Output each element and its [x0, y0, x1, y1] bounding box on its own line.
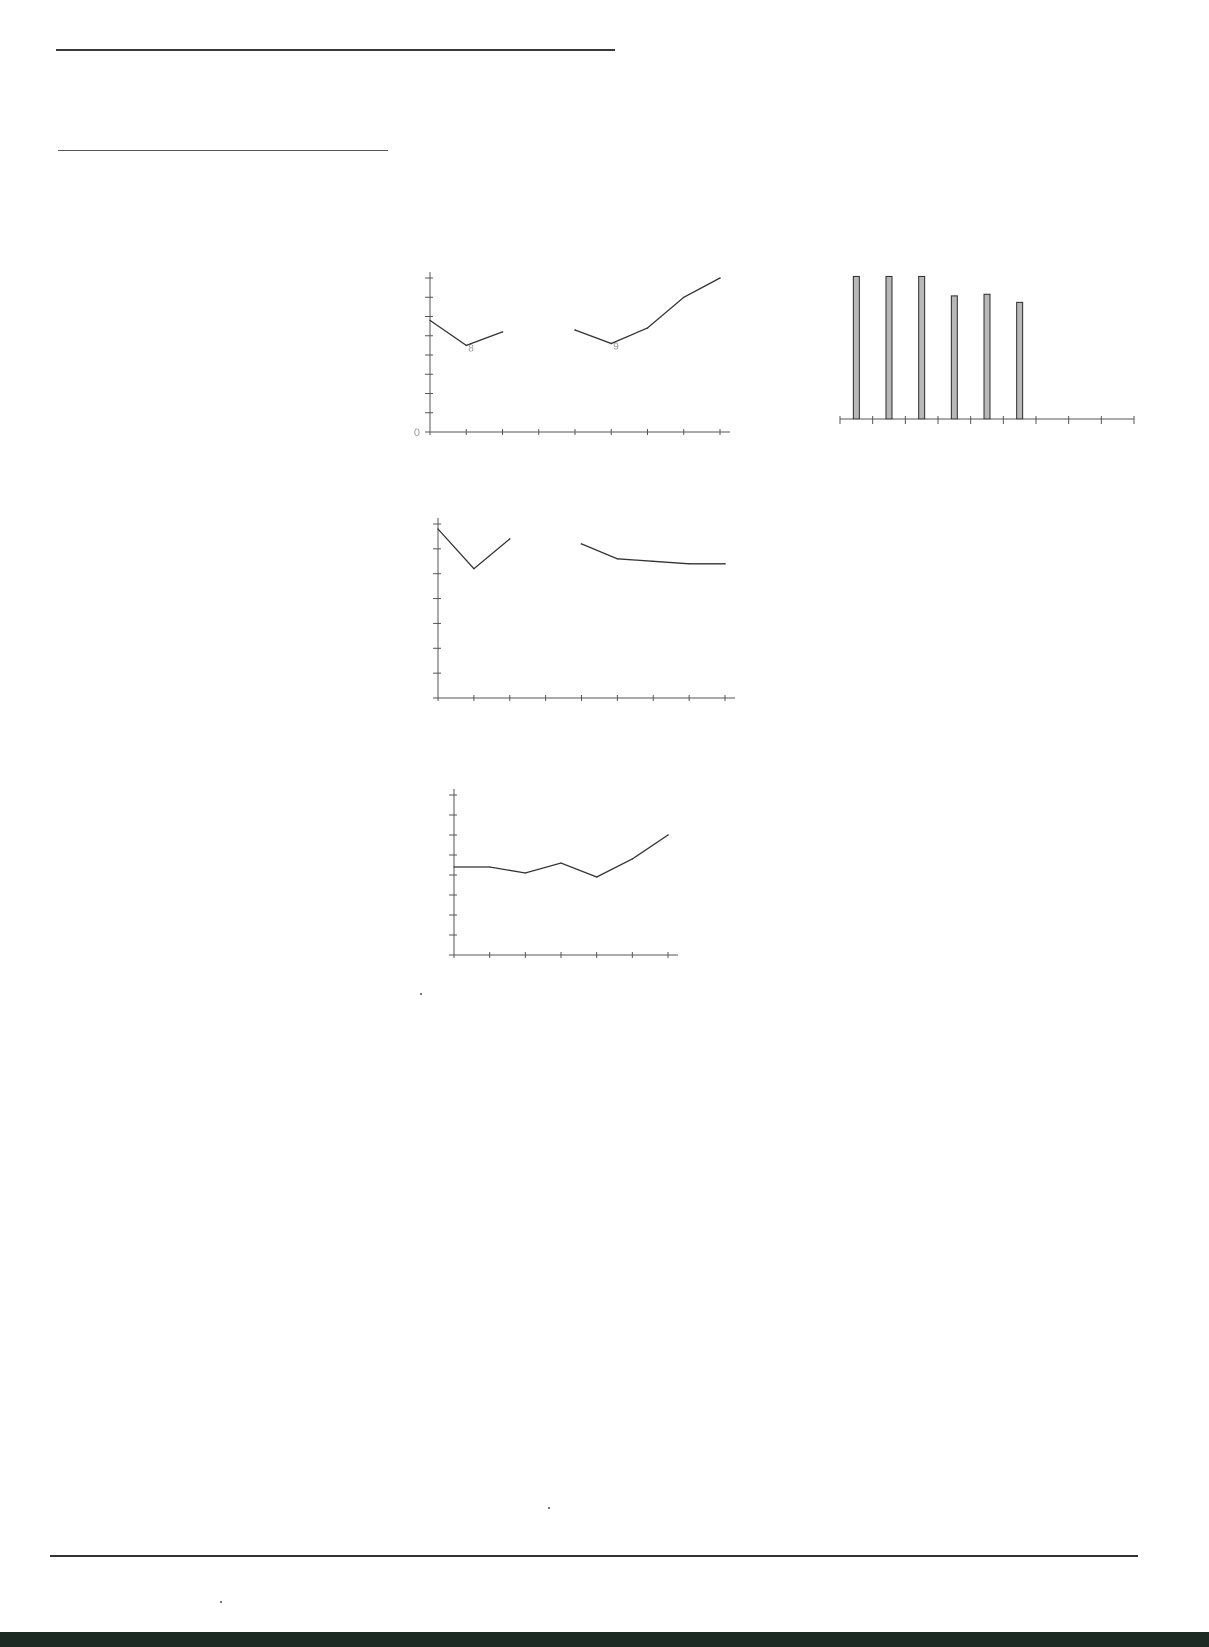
bar: [1017, 302, 1023, 419]
chart-1-svg: [413, 270, 790, 475]
data-point: [647, 327, 649, 329]
data-point: [465, 345, 467, 347]
data-point: [724, 563, 726, 565]
data-point: [489, 866, 491, 868]
y-tick-label: 0: [413, 427, 420, 439]
scan-speck: [420, 993, 422, 995]
footer-rule: [50, 1555, 1138, 1557]
data-point: [667, 834, 669, 836]
scan-speck: [548, 1507, 550, 1509]
data-point: [596, 876, 598, 878]
bar: [984, 294, 990, 419]
point-label: 8: [468, 343, 474, 355]
data-point: [581, 543, 583, 545]
data-point: [502, 331, 504, 333]
data-point: [610, 343, 612, 345]
line-chart-3: [420, 775, 750, 975]
series-line: [438, 529, 725, 569]
bar-chart: [826, 225, 1146, 435]
right-column-bottom: [832, 458, 1144, 460]
line-chart-2: [420, 510, 790, 760]
chart-4-svg: [826, 225, 1146, 435]
data-point: [688, 563, 690, 565]
data-point: [617, 558, 619, 560]
data-point: [632, 858, 634, 860]
chart-3-svg: [420, 775, 750, 975]
section-divider: [58, 150, 388, 151]
chart-2-svg: [420, 510, 790, 760]
data-point: [473, 568, 475, 570]
data-point: [429, 320, 431, 322]
series-line: [454, 835, 668, 877]
series-line: [430, 278, 720, 345]
left-column: [58, 140, 388, 161]
header-rule: [56, 49, 615, 51]
point-label: 9: [613, 341, 619, 353]
bar: [853, 276, 859, 419]
data-point: [437, 528, 439, 530]
data-point: [574, 329, 576, 331]
bar: [919, 276, 925, 419]
data-point: [652, 560, 654, 562]
data-point: [560, 862, 562, 864]
scan-edge: [0, 1632, 1209, 1647]
data-point: [719, 277, 721, 279]
data-point: [453, 866, 455, 868]
data-point: [525, 872, 527, 874]
bar: [951, 296, 957, 419]
scan-speck: [220, 1601, 222, 1603]
data-point: [509, 538, 511, 540]
data-point: [683, 296, 685, 298]
line-chart-1: [413, 270, 790, 475]
bar: [886, 276, 892, 419]
